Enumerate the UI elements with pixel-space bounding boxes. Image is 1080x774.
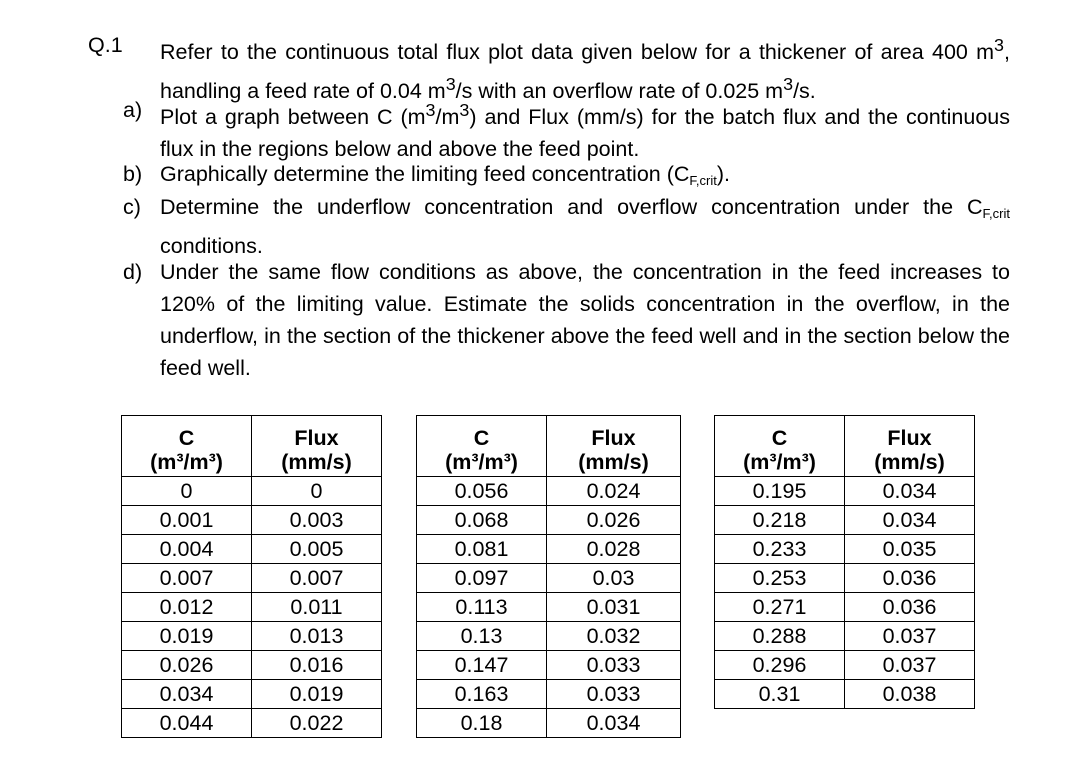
flux-cell: 0.016 [252, 651, 382, 680]
table-row [417, 477, 681, 506]
flux-cell: 0.036 [845, 593, 975, 622]
table-row [715, 477, 975, 506]
flux-cell: 0.034 [845, 477, 975, 506]
table-row [715, 535, 975, 564]
table-row [715, 593, 975, 622]
table-row [122, 477, 382, 506]
header-flux: Flux (mm/s) [547, 416, 681, 477]
flux-cell: 0.036 [845, 564, 975, 593]
flux-cell: 0.005 [252, 535, 382, 564]
flux-cell: 0.035 [845, 535, 975, 564]
part-c-marker: c) [123, 195, 141, 219]
flux-cell: 0 [252, 477, 382, 506]
concentration-cell: 0.068 [417, 506, 547, 535]
concentration-cell: 0.147 [417, 651, 547, 680]
table-row [122, 535, 382, 564]
question-part-a: a) Plot a graph between C $(m^3/m^3)$ and Flux (mm/s) for the batch flux and the continuous flux in the regions below and above the feed point. [160, 94, 1010, 165]
table-row [122, 622, 382, 651]
flux-cell: 0.013 [252, 622, 382, 651]
question-part-d: d) Under the same flow conditions as above, the concentration in the feed increases to 120% of the limiting value. Estimate the solids concentration in the overflow, in the underflow, in the section of the thickener above the feed well and in the section below the feed well. [160, 256, 1010, 384]
header-concentration: C (m³/m³) [417, 416, 547, 477]
table-row [417, 506, 681, 535]
flux-cell: 0.034 [547, 709, 681, 738]
table-row [417, 593, 681, 622]
flux-cell: 0.031 [547, 593, 681, 622]
table-row [122, 564, 382, 593]
concentration-cell: 0.233 [715, 535, 845, 564]
concentration-cell: 0.218 [715, 506, 845, 535]
concentration-cell: 0.163 [417, 680, 547, 709]
flux-cell: 0.033 [547, 651, 681, 680]
flux-cell: 0.007 [252, 564, 382, 593]
flux-cell: 0.024 [547, 477, 681, 506]
flux-cell: 0.033 [547, 680, 681, 709]
concentration-cell: 0.056 [417, 477, 547, 506]
table-row [417, 709, 681, 738]
concentration-cell: 0.288 [715, 622, 845, 651]
part-d-marker: d) [123, 260, 143, 284]
concentration-cell: 0.31 [715, 680, 845, 709]
concentration-cell: 0.044 [122, 709, 252, 738]
flux-cell: 0.034 [845, 506, 975, 535]
question-part-b: b) Graphically determine the limiting feed concentration $(C_{F,crit})$. [160, 158, 1010, 197]
concentration-cell: 0.004 [122, 535, 252, 564]
table-row [417, 651, 681, 680]
concentration-cell: 0.019 [122, 622, 252, 651]
flux-cell: 0.022 [252, 709, 382, 738]
concentration-cell: 0.007 [122, 564, 252, 593]
concentration-cell: 0.001 [122, 506, 252, 535]
table-row [417, 535, 681, 564]
flux-cell: 0.019 [252, 680, 382, 709]
header-flux: Flux (mm/s) [845, 416, 975, 477]
table-row [122, 680, 382, 709]
flux-cell: 0.003 [252, 506, 382, 535]
concentration-cell: 0.034 [122, 680, 252, 709]
concentration-cell: 0.296 [715, 651, 845, 680]
question-intro: Refer to the continuous total flux plot data given below for a thickener of area 400 $m^3$, handling a feed rate of 0.04 $m^3/s$ with an overflow rate of 0.025 $m^3/s$. [160, 35, 1010, 104]
question-number: Q.1 [88, 33, 123, 57]
header-concentration: C (m³/m³) [715, 416, 845, 477]
flux-cell: 0.026 [547, 506, 681, 535]
concentration-cell: 0.253 [715, 564, 845, 593]
concentration-cell: 0.271 [715, 593, 845, 622]
concentration-cell: 0.195 [715, 477, 845, 506]
table-row [417, 564, 681, 593]
table-row [417, 622, 681, 651]
concentration-cell: 0.18 [417, 709, 547, 738]
flux-table-3 [714, 415, 975, 709]
part-a-marker: a) [123, 98, 143, 122]
concentration-cell: 0 [122, 477, 252, 506]
table-row [715, 680, 975, 709]
concentration-cell: 0.012 [122, 593, 252, 622]
flux-cell: 0.032 [547, 622, 681, 651]
part-b-marker: b) [123, 162, 143, 186]
table-row [715, 651, 975, 680]
flux-table-1 [121, 415, 382, 738]
flux-cell: 0.037 [845, 651, 975, 680]
table-row [122, 506, 382, 535]
table-row [715, 564, 975, 593]
table-row [715, 506, 975, 535]
flux-cell: 0.03 [547, 564, 681, 593]
concentration-cell: 0.113 [417, 593, 547, 622]
header-concentration: C (m³/m³) [122, 416, 252, 477]
concentration-cell: 0.097 [417, 564, 547, 593]
concentration-cell: 0.026 [122, 651, 252, 680]
flux-cell: 0.011 [252, 593, 382, 622]
table-row [122, 593, 382, 622]
table-row [122, 709, 382, 738]
table-row [715, 622, 975, 651]
table-row [122, 651, 382, 680]
flux-cell: 0.037 [845, 622, 975, 651]
header-flux: Flux (mm/s) [252, 416, 382, 477]
flux-cell: 0.038 [845, 680, 975, 709]
table-row [417, 680, 681, 709]
question-part-c: c) Determine the underflow concentration and overflow concentration under the $C_{F,crit}$ conditions. [160, 191, 1010, 262]
concentration-cell: 0.081 [417, 535, 547, 564]
flux-table-2 [416, 415, 681, 738]
concentration-cell: 0.13 [417, 622, 547, 651]
flux-cell: 0.028 [547, 535, 681, 564]
